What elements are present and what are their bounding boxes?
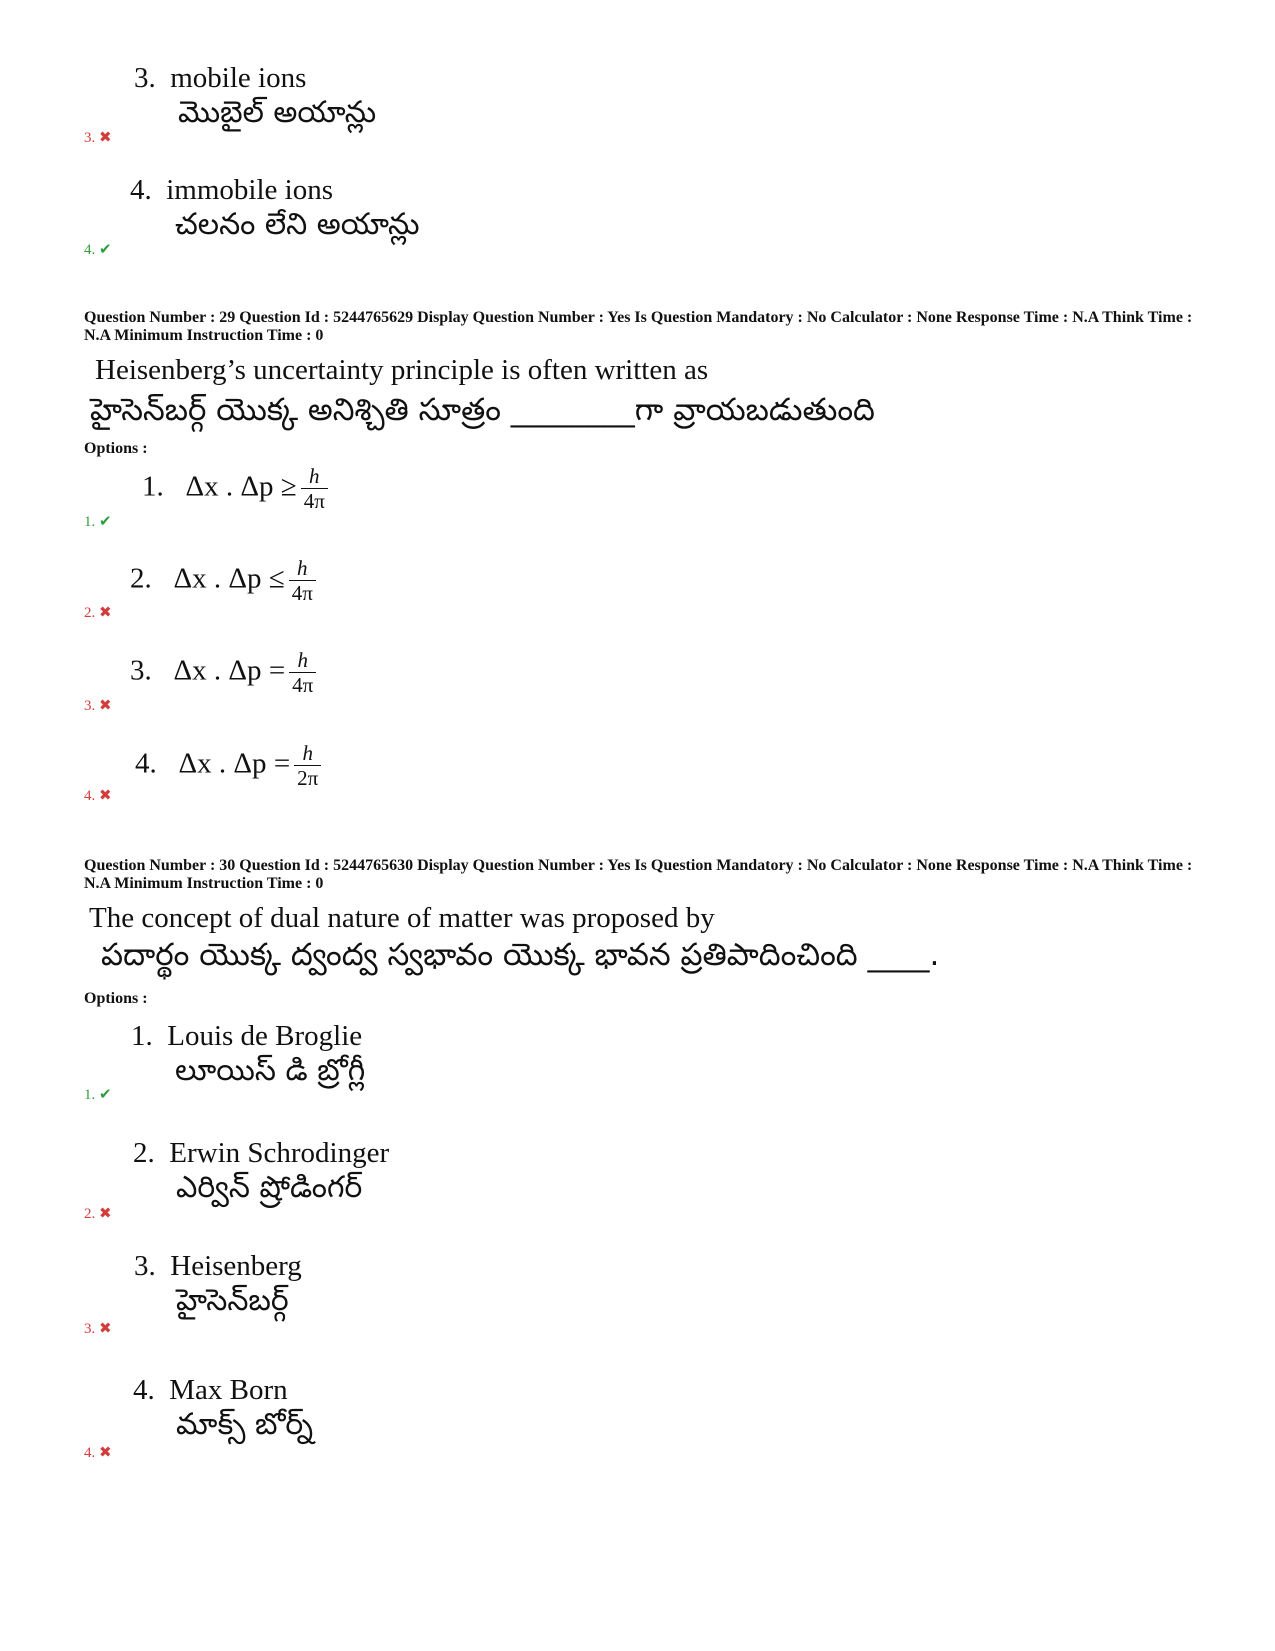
option-text-en: Heisenberg	[170, 1250, 302, 1282]
q29-option-4	[135, 741, 321, 790]
q28-option-4	[130, 176, 333, 205]
cross-icon: ✖	[99, 1206, 112, 1222]
equation-lhs: Δx . Δp	[173, 654, 262, 687]
cross-icon: ✖	[99, 605, 112, 621]
q30-options-label: Options :	[84, 990, 148, 1007]
fraction: $\frac{h}{4\pi}$	[301, 464, 328, 513]
q29-text-en: Heisenberg’s uncertainty principle is often written as	[95, 354, 709, 386]
q30-option-3	[134, 1252, 302, 1281]
q29-meta: Question Number : 29 Question Id : 5244765629 Display Question Number : Yes Is Question Mandatory : No Calculator : None Response Time : N.A Think Time : N.A Minimum Instruction Time : 0	[84, 309, 1193, 344]
q30-text-te: పదార్థం యొక్క ద్వంద్వ స్వభావం యొక్క భావన ప్రతిపాదించింది ____.	[101, 937, 940, 973]
fraction: $\frac{h}{2\pi}$	[294, 741, 321, 790]
option-number: 3.	[130, 654, 152, 687]
q30-meta: Question Number : 30 Question Id : 5244765630 Display Question Number : Yes Is Question Mandatory : No Calculator : None Response Time : N.A Think Time : N.A Minimum Instruction Time : 0	[84, 857, 1193, 892]
option-text-en: immobile ions	[166, 174, 333, 206]
cross-icon: ✖	[99, 130, 112, 146]
cross-icon: ✖	[99, 788, 112, 804]
equation-operator: ≥	[280, 470, 297, 503]
q29-option-1-mark: 1. ✔	[84, 514, 112, 530]
q30-option-4	[133, 1376, 288, 1405]
fraction: $\frac{h}{4\pi}$	[289, 648, 316, 697]
equation-lhs: Δx . Δp	[185, 470, 274, 503]
q30-option-2	[133, 1139, 389, 1168]
q30-option-2-te: ఎర్విన్ ష్రోడింగర్	[176, 1170, 363, 1205]
option-number: 1.	[142, 470, 164, 503]
q28-option-4-te: చలనం లేని అయాన్లు	[175, 207, 420, 242]
q30-option-4-te: మాక్స్ బోర్న్	[176, 1407, 314, 1442]
option-number: 3.	[134, 62, 156, 94]
option-text-en: mobile ions	[170, 62, 307, 94]
cross-icon: ✖	[99, 1321, 112, 1337]
q29-option-3	[130, 648, 316, 697]
q29-option-4-mark: 4. ✖	[84, 788, 112, 804]
equation-operator: ≤	[268, 562, 285, 595]
option-text-en: Max Born	[169, 1374, 288, 1406]
q29-option-2-mark: 2. ✖	[84, 605, 112, 621]
check-icon: ✔	[99, 514, 112, 530]
q28-option-4-mark: 4. ✔	[84, 242, 112, 258]
q29-option-2	[130, 556, 316, 605]
option-number: 4.	[133, 1374, 155, 1406]
q30-option-1	[131, 1022, 362, 1051]
q28-option-3-mark: 3. ✖	[84, 130, 112, 146]
q30-option-2-mark: 2. ✖	[84, 1206, 112, 1222]
option-number: 2.	[133, 1137, 155, 1169]
q29-option-3-mark: 3. ✖	[84, 698, 112, 714]
option-number: 1.	[131, 1020, 153, 1052]
option-text-en: Erwin Schrodinger	[169, 1137, 390, 1169]
equation-operator: =	[273, 747, 291, 780]
q30-option-3-te: హైసెన్‌బర్గ్	[176, 1283, 289, 1318]
option-number: 2.	[130, 562, 152, 595]
check-icon: ✔	[99, 1087, 112, 1103]
q29-options-label: Options :	[84, 440, 148, 457]
cross-icon: ✖	[99, 698, 112, 714]
q29-text-te: హైసెన్‌బర్గ్ యొక్క అనిశ్చితి సూత్రం ________గా వ్రాయబడుతుంది	[90, 392, 875, 428]
q30-option-3-mark: 3. ✖	[84, 1321, 112, 1337]
q28-option-3-te: మొబైల్ అయాన్లు	[178, 95, 377, 130]
cross-icon: ✖	[99, 1445, 112, 1461]
option-number: 4.	[135, 747, 157, 780]
q28-option-3	[134, 64, 306, 93]
q29-option-1	[142, 464, 328, 513]
option-number: 3.	[134, 1250, 156, 1282]
q30-option-1-mark: 1. ✔	[84, 1087, 112, 1103]
equation-lhs: Δx . Δp	[173, 562, 262, 595]
option-number: 4.	[130, 174, 152, 206]
fraction: $\frac{h}{4\pi}$	[289, 556, 316, 605]
q30-option-1-te: లూయిస్ డి బ్రోగ్లీ	[175, 1053, 366, 1088]
option-text-en: Louis de Broglie	[167, 1020, 363, 1052]
equation-operator: =	[268, 654, 286, 687]
q30-option-4-mark: 4. ✖	[84, 1445, 112, 1461]
equation-lhs: Δx . Δp	[178, 747, 267, 780]
q30-text-en: The concept of dual nature of matter was proposed by	[89, 902, 715, 934]
check-icon: ✔	[99, 242, 112, 258]
